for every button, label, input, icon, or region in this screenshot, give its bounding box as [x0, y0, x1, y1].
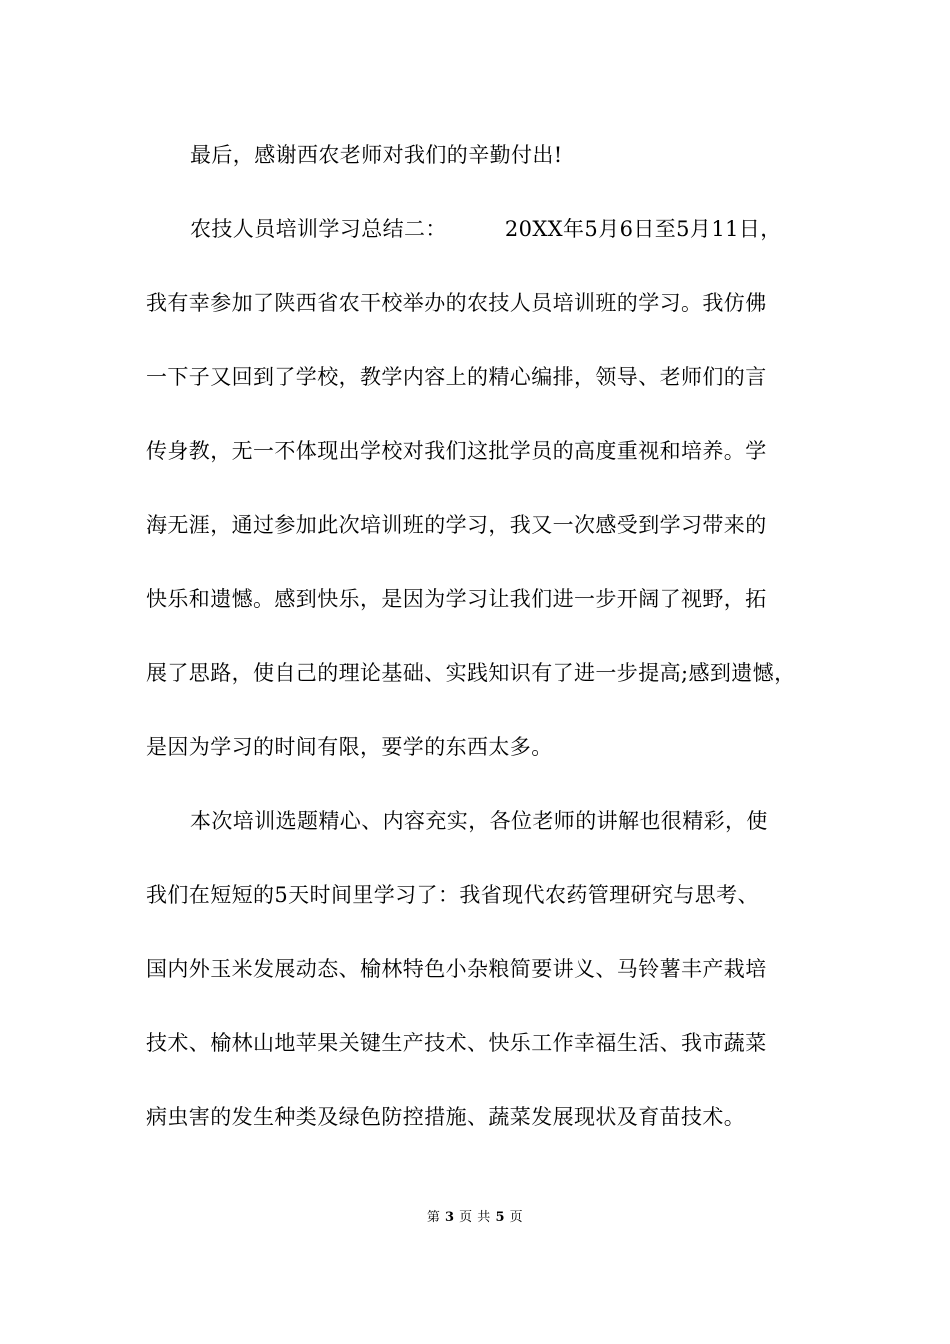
paragraph-line: 最后，感谢西农老师对我们的辛勤付出! [190, 143, 563, 167]
paragraph-line: 传身教，无一不体现出学校对我们这批学员的高度重视和培养。学 [146, 439, 767, 463]
footer-suffix: 页 [509, 1210, 524, 1225]
current-page-number: 3 [444, 1210, 455, 1225]
footer-prefix: 第 [426, 1210, 441, 1225]
paragraph-line: 病虫害的发生种类及绿色防控措施、蔬菜发展现状及育苗技术。 [146, 1105, 746, 1129]
paragraph-line: 是因为学习的时间有限，要学的东西太多。 [146, 735, 553, 759]
paragraph-line: 海无涯，通过参加此次培训班的学习，我又一次感受到学习带来的 [146, 513, 767, 537]
paragraph-line: 技术、榆林山地苹果关键生产技术、快乐工作幸福生活、我市蔬菜 [146, 1031, 767, 1055]
paragraph-line: 本次培训选题精心、内容充实，各位老师的讲解也很精彩，使 [190, 809, 768, 833]
paragraph-line: 我们在短短的5天时间里学习了：我省现代农药管理研究与思考、 [146, 883, 759, 907]
date-range: 20XX年5月6日至5月11日， [504, 217, 782, 241]
total-pages-number: 5 [495, 1210, 505, 1225]
paragraph-line: 快乐和遗憾。感到快乐，是因为学习让我们进一步开阔了视野，拓 [146, 587, 767, 611]
paragraph-line: 展了思路，使自己的理论基础、实践知识有了进一步提高;感到遗憾， [146, 661, 796, 685]
paragraph-line: 我有幸参加了陕西省农干校举办的农技人员培训班的学习。我仿佛 [146, 291, 767, 315]
paragraph-line: 一下子又回到了学校，教学内容上的精心编排，领导、老师们的言 [146, 365, 767, 389]
section-heading: 农技人员培训学习总结二： [190, 217, 447, 241]
paragraph-line [190, 211, 836, 247]
page-footer [0, 1208, 950, 1228]
footer-middle: 页 共 [459, 1210, 491, 1225]
paragraph-line: 国内外玉米发展动态、榆林特色小杂粮简要讲义、马铃薯丰产栽培 [146, 957, 767, 981]
